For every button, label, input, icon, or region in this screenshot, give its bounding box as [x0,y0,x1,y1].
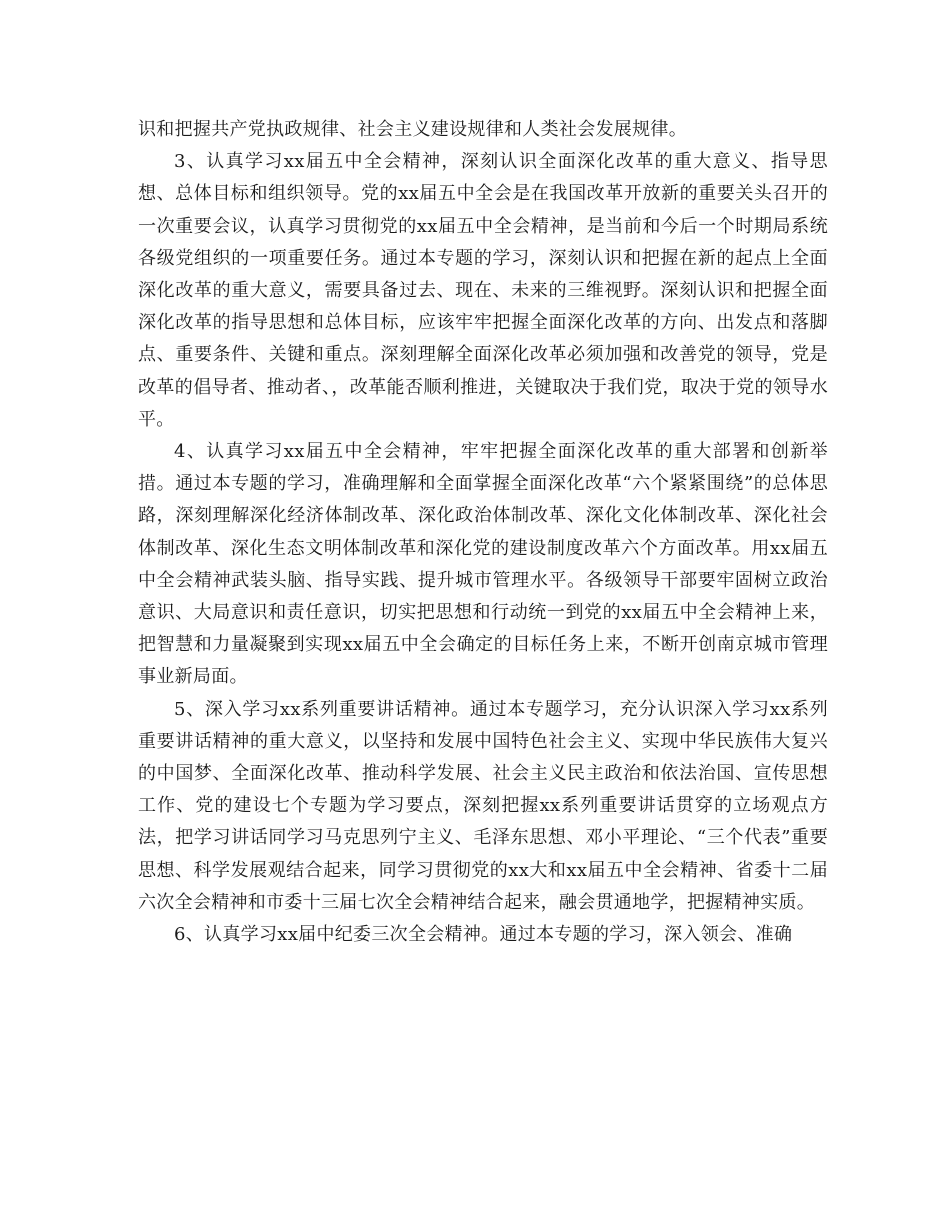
paragraph-item-5: 5、深入学习xx系列重要讲话精神。通过本专题学习，充分认识深入学习xx系列重要讲话精神的重大意义，以坚持和发展中国特色社会主义、实现中华民族伟大复兴的中国梦、全面深化改革、推动科学发展、社会主义民主政治和依法治国、宣传思想工作、党的建设七个专题为学习要点，深刻把握xx系列重要讲话贯穿的立场观点方法，把学习讲话同学习马克思列宁主义、毛泽东思想、邓小平理论、“三个代表”重要思想、科学发展观结合起来，同学习贯彻党的xx大和xx届五中全会精神、省委十二届六次全会精神和市委十三届七次全会精神结合起来，融会贯通地学，把握精神实质。 [138,698,828,913]
paragraph-item-3: 3、认真学习xx届五中全会精神，深刻认识全面深化改革的重大意义、指导思想、总体目标和组织领导。党的xx届五中全会是在我国改革开放新的重要关头召开的一次重要会议，认真学习贯彻党的xx届五中全会精神，是当前和今后一个时期局系统各级党组织的一项重要任务。通过本专题的学习，深刻认识和把握在新的起点上全面深化改革的重大意义，需要具备过去、现在、未来的三维视野。深刻认识和把握全面深化改革的指导思想和总体目标，应该牢牢把握全面深化改革的方向、出发点和落脚点、重要条件、关键和重点。深刻理解全面深化改革必须加强和改善党的领导，党是改革的倡导者、推动者、，改革能否顺利推进，关键取决于我们党，取决于党的领导水平。 [138,151,828,430]
paragraph-continuation: 识和把握共产党执政规律、社会主义建设规律和人类社会发展规律。 [138,119,687,140]
paragraph-item-6: 6、认真学习xx届中纪委三次全会精神。通过本专题的学习，深入领会、准确 [174,924,793,946]
paragraph-item-4: 4、认真学习xx届五中全会精神，牢牢把握全面深化改革的重大部署和创新举措。通过本专题的学习，准确理解和全面掌握全面深化改革“六个紧紧围绕”的总体思路，深刻理解深化经济体制改革、深化政治体制改革、深化文化体制改革、深化社会体制改革、深化生态文明体制改革和深化党的建设制度改革六个方面改革。用xx届五中全会精神武装头脑、指导实践、提升城市管理水平。各级领导干部要牢固树立政治意识、大局意识和责任意识，切实把思想和行动统一到党的xx届五中全会精神上来，把智慧和力量凝聚到实现xx届五中全会确定的目标任务上来，不断开创南京城市管理事业新局面。 [138,441,828,688]
document-body [138,114,828,951]
